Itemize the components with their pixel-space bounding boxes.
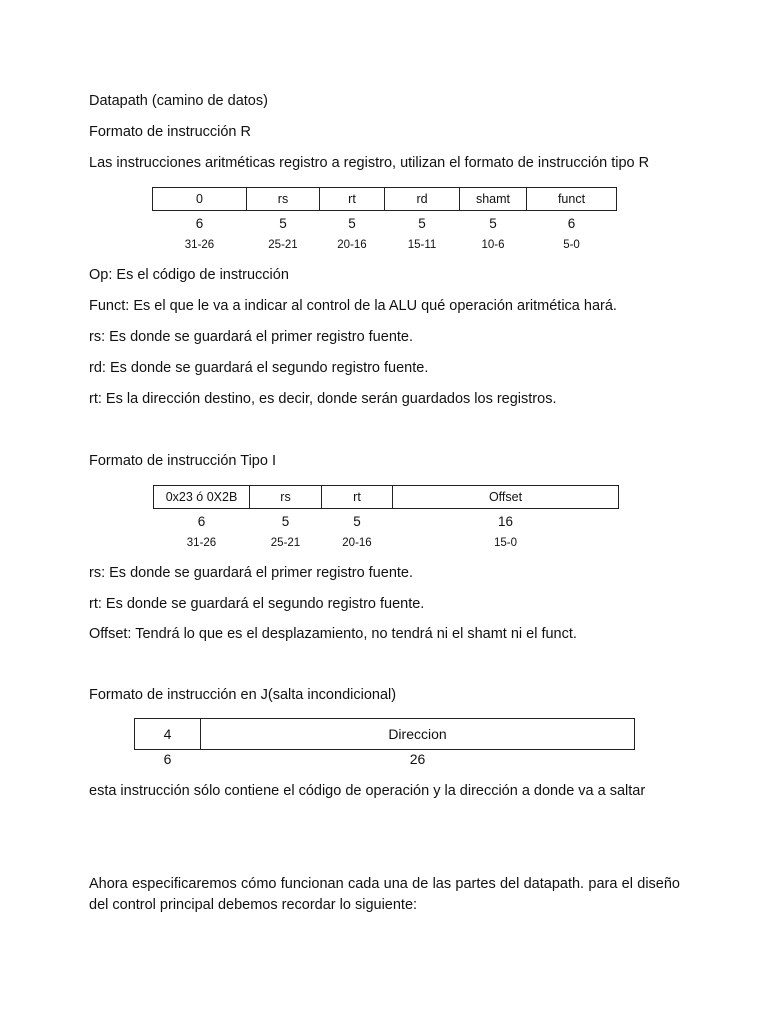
r-bits-cell: 5-0	[563, 239, 580, 251]
i-field-rt: rt	[322, 486, 393, 509]
i-format-bits-row	[154, 533, 619, 553]
i-format-fields-row	[154, 486, 619, 509]
i-format-sizes-row	[154, 509, 619, 534]
r-size-cell: 5	[489, 215, 497, 231]
j-desc: esta instrucción sólo contiene el código de operación y la dirección a donde va a saltar	[89, 783, 646, 799]
r-desc-funct: Funct: Es el que le va a indicar al control de la ALU qué operación aritmética hará.	[89, 298, 617, 314]
i-field-offset: Offset	[393, 486, 619, 509]
j-format-sizes-row	[135, 750, 635, 769]
r-field-rd: rd	[385, 188, 460, 211]
i-field-rs: rs	[250, 486, 322, 509]
r-size-cell: 6	[567, 215, 576, 231]
r-size-cell: 6	[195, 215, 204, 231]
i-format-title: Formato de instrucción Tipo I	[89, 453, 276, 469]
r-field-op: 0	[153, 188, 247, 211]
r-bits-cell: 20-16	[337, 239, 367, 251]
r-field-funct: funct	[527, 188, 617, 211]
datapath-heading: Datapath (camino de datos)	[89, 93, 268, 109]
j-field-address: Direccion	[201, 719, 635, 750]
i-bits-cell: 31-26	[186, 537, 217, 549]
r-size-cell: 5	[418, 215, 426, 231]
i-size-cell: 5	[281, 513, 290, 529]
r-desc-rd: rd: Es donde se guardará el segundo registro fuente.	[89, 360, 429, 376]
i-bits-cell: 25-21	[270, 537, 301, 549]
r-format-title: Formato de instrucción R	[89, 124, 251, 140]
j-format-fields-row	[135, 719, 635, 750]
r-desc-rs: rs: Es donde se guardará el primer registro fuente.	[89, 329, 413, 345]
i-desc-rt: rt: Es donde se guardará el segundo registro fuente.	[89, 596, 425, 612]
j-field-op: 4	[135, 719, 201, 750]
r-format-intro: Las instrucciones aritméticas registro a registro, utilizan el formato de instrucción tipo R	[89, 155, 650, 171]
i-desc-rs: rs: Es donde se guardará el primer registro fuente.	[89, 565, 413, 581]
i-size-cell: 6	[197, 513, 206, 529]
r-desc-op: Op: Es el código de instrucción	[89, 267, 289, 283]
i-size-cell: 16	[497, 513, 514, 529]
j-format-table	[134, 718, 635, 768]
i-field-op: 0x23 ó 0X2B	[154, 486, 250, 509]
r-size-cell: 5	[348, 215, 356, 231]
i-bits-cell: 20-16	[342, 537, 372, 549]
closing-paragraph: Ahora especificaremos cómo funcionan cada una de las partes del datapath. para el diseño del control principal debemos recordar lo siguiente:	[89, 876, 680, 913]
r-field-rt: rt	[320, 188, 385, 211]
r-bits-cell: 15-11	[407, 239, 437, 251]
r-desc-rt: rt: Es la dirección destino, es decir, donde serán guardados los registros.	[89, 391, 557, 407]
j-size-cell: 6	[163, 751, 172, 767]
r-size-cell: 5	[279, 215, 287, 231]
r-field-shamt: shamt	[460, 188, 527, 211]
r-format-table	[152, 187, 617, 255]
i-format-table	[153, 485, 619, 553]
i-size-cell: 5	[353, 513, 361, 529]
r-bits-cell: 10-6	[481, 239, 505, 251]
r-format-fields-row	[153, 188, 617, 211]
r-field-rs: rs	[247, 188, 320, 211]
j-format-title: Formato de instrucción en J(salta incondicional)	[89, 687, 397, 703]
j-size-cell: 26	[409, 751, 426, 767]
i-bits-cell: 15-0	[493, 537, 518, 549]
r-bits-cell: 25-21	[268, 239, 298, 251]
i-desc-offset: Offset: Tendrá lo que es el desplazamiento, no tendrá ni el shamt ni el funct.	[89, 626, 577, 642]
r-format-bits-row	[153, 235, 617, 255]
r-format-sizes-row	[153, 211, 617, 236]
r-bits-cell: 31-26	[184, 239, 215, 251]
